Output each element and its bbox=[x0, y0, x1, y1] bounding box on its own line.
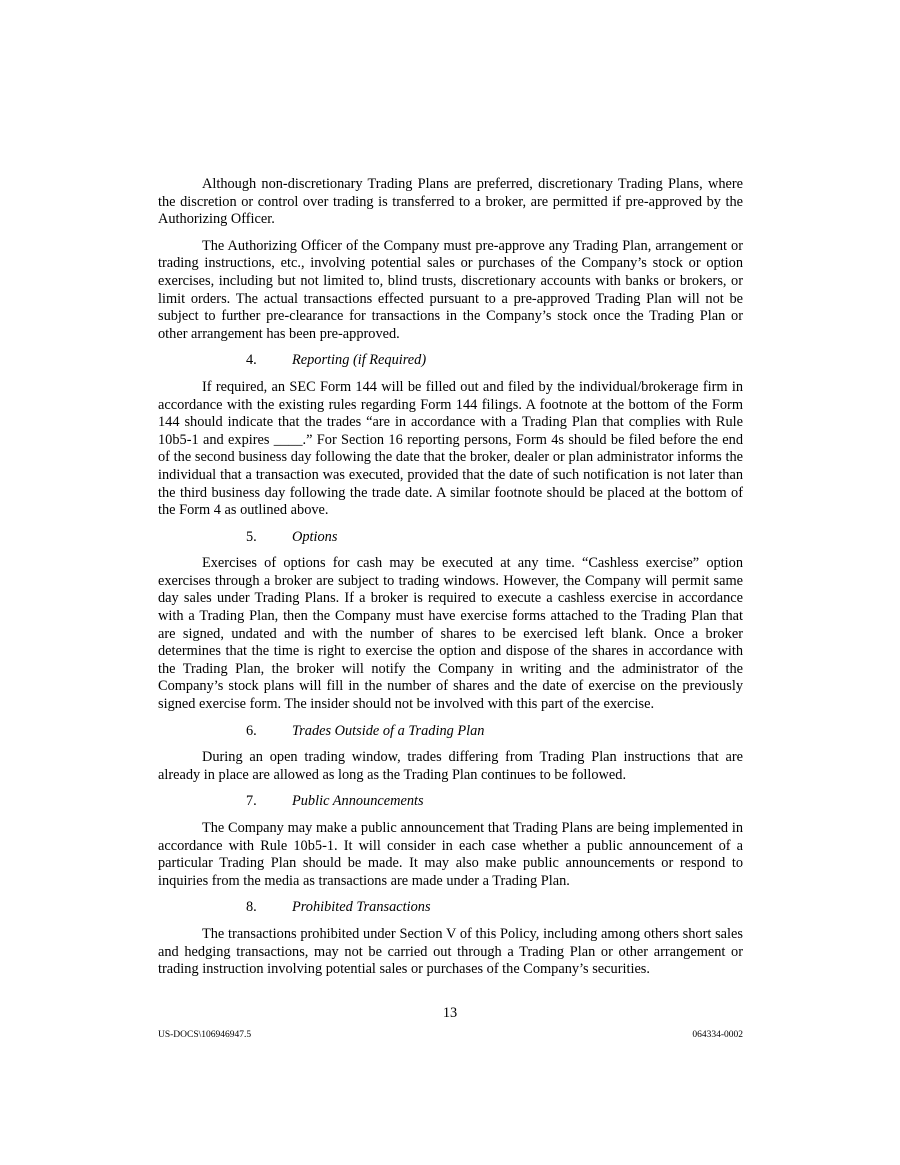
page-number: 13 bbox=[442, 1005, 458, 1021]
section-title: Public Announcements bbox=[292, 793, 424, 810]
section-number: 5. bbox=[246, 528, 257, 545]
section-heading-prohibited bbox=[158, 899, 743, 917]
paragraph-discretionary-plans: Although non-discretionary Trading Plans are preferred, discretionary Trading Plans, where the discretion or control over trading is transferred to a broker, are permitted if pre-approved by the Authorizing Officer. bbox=[158, 176, 743, 228]
section-body-trades-outside: During an open trading window, trades differing from Trading Plan instructions that are already in place are allowed as long as the Trading Plan continues to be followed. bbox=[158, 749, 743, 783]
document-id: US-DOCS\106946947.5 bbox=[158, 1030, 252, 1040]
section-body-reporting: If required, an SEC Form 144 will be filled out and filed by the individual/brokerage firm in accordance with the existing rules regarding Form 144 filings. A footnote at the bottom of the Form 144 should indicate that the trades “are in accordance with a Trading Plan that complies with Rule 10b5-1 and expires ____.” For Section 16 reporting persons, Form 4s should be filed before the end of the second business day following the date that the broker, dealer or plan administrator informs the individual that a transaction was executed, provided that the date of such notification is not later than the third business day following the trade date. A similar footnote should be placed at the bottom of the Form 4 as outlined above. bbox=[158, 378, 743, 519]
document-body bbox=[158, 176, 743, 988]
section-title: Trades Outside of a Trading Plan bbox=[292, 722, 485, 739]
section-title: Options bbox=[292, 528, 338, 545]
paragraph-pre-approval: The Authorizing Officer of the Company must pre-approve any Trading Plan, arrangement or trading instructions, etc., involving potential sales or purchases of the Company’s stock or option exercises, including but not limited to, blind trusts, discretionary accounts with banks or brokers, or limit orders. The actual transactions effected pursuant to a pre-approved Trading Plan will not be subject to further pre-clearance for transactions in the Company’s stock once the Trading Plan or other arrangement has been pre-approved. bbox=[158, 237, 743, 342]
section-number: 8. bbox=[246, 899, 257, 916]
section-body-options: Exercises of options for cash may be executed at any time. “Cashless exercise” option exercises through a broker are subject to trading windows. However, the Company will permit same day sales under Trading Plans. If a broker is required to execute a cashless exercise in accordance with a Trading Plan, then the Company must have exercise forms attached to the Trading Plan that are signed, undated and with the number of shares to be exercised left blank. Once a broker determines that the time is right to exercise the option and dispose of the shares in accordance with the Trading Plan, the broker will notify the Company in writing and the administrator of the Company’s stock plans will fill in the number of shares and the date of exercise on the previously signed exercise form. The insider should not be involved with this part of the exercise. bbox=[158, 555, 743, 713]
section-heading-public-announcements bbox=[158, 793, 743, 811]
section-number: 6. bbox=[246, 722, 257, 739]
section-heading-trades-outside bbox=[158, 723, 743, 741]
section-number: 4. bbox=[246, 352, 257, 369]
section-body-public-announcements: The Company may make a public announcement that Trading Plans are being implemented in accordance with Rule 10b5-1. It will consider in each case whether a public announcement of a particular Trading Plan should be made. It may also make public announcements or respond to inquiries from the media as transactions are made under a Trading Plan. bbox=[158, 820, 743, 889]
section-number: 7. bbox=[246, 793, 257, 810]
section-title: Reporting (if Required) bbox=[292, 352, 427, 369]
section-heading-reporting bbox=[158, 352, 743, 370]
section-heading-options bbox=[158, 529, 743, 547]
section-title: Prohibited Transactions bbox=[292, 899, 431, 916]
section-body-prohibited: The transactions prohibited under Section V of this Policy, including among others short sales and hedging transactions, may not be carried out through a Trading Plan or other arrangement or trading instruction involving potential sales or purchases of the Company’s securities. bbox=[158, 925, 743, 978]
matter-number: 064334-0002 bbox=[692, 1030, 743, 1040]
